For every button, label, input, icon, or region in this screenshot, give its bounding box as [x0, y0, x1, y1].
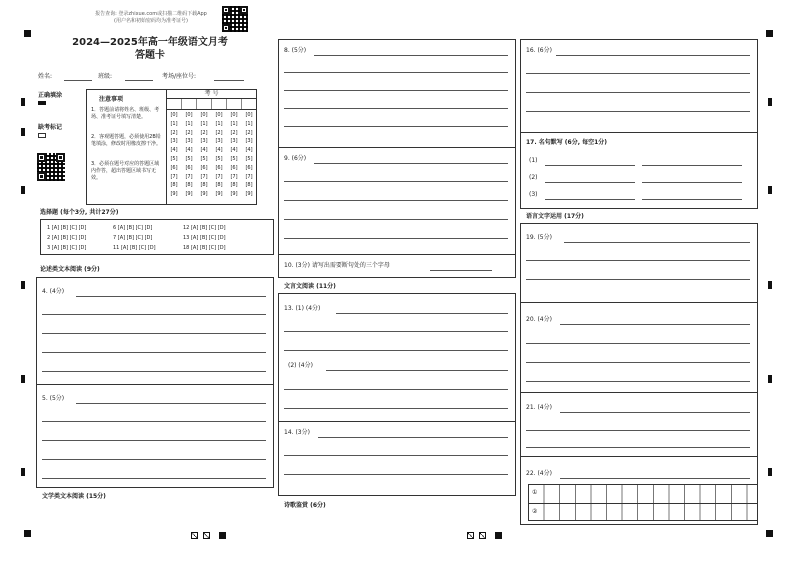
q10-label: 10. (3分) 请写出需要断句处的三个字母 [284, 262, 390, 269]
answer-line[interactable] [526, 260, 750, 261]
answer-line[interactable] [526, 279, 750, 280]
page-check-box [479, 532, 486, 539]
answer-line[interactable] [284, 350, 508, 351]
answer-line[interactable] [526, 430, 750, 431]
notes-and-exam-number-box [86, 89, 257, 205]
q13-1-label: 13. (1) (4分) [284, 305, 321, 312]
answer-line[interactable] [526, 92, 750, 93]
exam-digit-cell [196, 99, 197, 109]
section-title-poetry: 诗歌鉴赏 (6分) [284, 502, 326, 509]
side-mark [21, 281, 25, 289]
exam-digit-column[interactable]: [0] [1] [2] [3] [4] [5] [6] [7] [8] [9] [230, 112, 238, 198]
q22-label: 22. (4分) [526, 470, 552, 477]
answer-line[interactable] [318, 437, 508, 438]
answer-line[interactable] [314, 55, 508, 56]
answer-line[interactable] [564, 242, 750, 243]
qr-finder [222, 6, 230, 14]
answer-line[interactable] [284, 408, 508, 409]
answer-line[interactable] [556, 55, 750, 56]
answer-line[interactable] [42, 440, 266, 441]
name-label: 姓名: [38, 73, 53, 80]
section-title-argument: 论述类文本阅读 (9分) [40, 266, 100, 273]
exam-digit-cell [211, 99, 212, 109]
correct-fill-sample [38, 101, 46, 105]
choice-item[interactable]: 3 [A] [B] [C] [D] [47, 245, 87, 251]
q17-blank[interactable] [642, 199, 742, 200]
exam-digit-cell [241, 99, 242, 109]
side-mark [21, 375, 25, 383]
exam-digit-cell [226, 99, 227, 109]
answer-line[interactable] [526, 111, 750, 112]
answer-line[interactable] [42, 371, 266, 372]
page-title: 2024—2025年高一年级语文月考 [72, 37, 228, 48]
q13-divider [279, 421, 515, 422]
class-label: 班级: [98, 73, 113, 80]
note-item-3: 3．必须在题号对应的答题区域内作答，超出答题区域书写无效。 [91, 161, 160, 181]
answer-line[interactable] [526, 381, 750, 382]
qr-finder [240, 6, 248, 14]
choice-item[interactable]: 11 [A] [B] [C] [D] [113, 245, 156, 251]
exam-number-label: 考 号 [204, 90, 219, 97]
answer-line[interactable] [76, 403, 266, 404]
answer-line[interactable] [526, 447, 750, 448]
q14-label: 14. (3分) [284, 429, 310, 436]
answer-line[interactable] [284, 108, 508, 109]
q17-blank[interactable] [545, 165, 635, 166]
notes-title: 注意事项 [99, 96, 124, 103]
answer-line[interactable] [284, 389, 508, 390]
answer-line[interactable] [284, 72, 508, 73]
choice-item[interactable]: 7 [A] [B] [C] [D] [113, 235, 153, 241]
answer-line[interactable] [336, 313, 508, 314]
answer-line[interactable] [526, 343, 750, 344]
corner-mark-tr [766, 30, 773, 37]
side-mark [768, 468, 772, 476]
correct-fill-label: 正确填涂 [38, 92, 63, 99]
q13-2-label: (2) (4分) [288, 362, 313, 369]
side-mark [768, 186, 772, 194]
bottom-mark [219, 532, 226, 539]
q4-divider [37, 384, 273, 385]
q21-label: 21. (4分) [526, 404, 552, 411]
q22-grid[interactable] [528, 484, 758, 521]
q17-blank[interactable] [642, 165, 742, 166]
q9-label: 9. (6分) [284, 155, 307, 162]
answer-box-col2-top [278, 39, 516, 278]
answer-line[interactable] [284, 238, 508, 239]
choice-row[interactable] [47, 235, 226, 242]
class-field[interactable] [125, 80, 153, 81]
qr-finder [56, 153, 65, 162]
page-check-box [203, 532, 210, 539]
answer-line[interactable] [42, 333, 266, 334]
answer-box-q16-q17 [520, 39, 758, 209]
section-title-literary: 文学类文本阅读 (15分) [42, 493, 106, 500]
answer-line[interactable] [284, 181, 508, 182]
q5-label: 5. (5分) [42, 395, 65, 402]
qr-finder [222, 24, 230, 32]
exam-digit-column[interactable]: [0] [1] [2] [3] [4] [5] [6] [7] [8] [9] [170, 112, 178, 198]
q17-item-2: (2) [529, 174, 538, 181]
choice-item[interactable]: 1 [A] [B] [C] [D] [47, 225, 87, 231]
answer-line[interactable] [560, 478, 750, 479]
q4-label: 4. (4分) [42, 288, 65, 295]
page-subtitle: 答题卡 [135, 50, 165, 61]
q8-divider [279, 147, 515, 148]
side-mark [21, 128, 25, 136]
name-field[interactable] [64, 80, 92, 81]
q20-divider [521, 392, 757, 393]
q17-blank[interactable] [545, 199, 635, 200]
answer-line[interactable] [526, 362, 750, 363]
answer-line[interactable] [76, 296, 266, 297]
q20-label: 20. (4分) [526, 316, 552, 323]
choice-item[interactable]: 13 [A] [B] [C] [D] [183, 235, 226, 241]
exam-number-area [167, 90, 256, 204]
choice-row[interactable] [47, 225, 226, 232]
side-mark [768, 375, 772, 383]
q19-divider [521, 302, 757, 303]
choice-item[interactable]: 12 [A] [B] [C] [D] [183, 225, 226, 231]
qr-finder [37, 172, 46, 181]
q21-divider [521, 456, 757, 457]
answer-box-q19-q22 [520, 223, 758, 525]
answer-line[interactable] [284, 474, 508, 475]
absent-mark-box[interactable] [38, 133, 46, 138]
report-notice [76, 11, 226, 25]
side-mark [21, 186, 25, 194]
choice-row[interactable] [47, 245, 226, 252]
corner-mark-tl [24, 30, 31, 37]
answer-line[interactable] [326, 370, 508, 371]
section-title-language: 语言文字运用 (17分) [526, 213, 584, 220]
section-title-classical: 文言文阅读 (11分) [284, 283, 336, 290]
choice-item[interactable]: 2 [A] [B] [C] [D] [47, 235, 87, 241]
q19-label: 19. (5分) [526, 234, 552, 241]
exam-number-write-row[interactable] [167, 98, 256, 110]
absent-mark-label: 缺考标记 [38, 124, 63, 131]
q22-row-2-label: ② [532, 508, 538, 515]
side-mark [21, 468, 25, 476]
answer-box-col2-bottom [278, 293, 516, 496]
side-mark [768, 281, 772, 289]
note-item-2: 2．客观题答题，必须使用2B铅笔填涂，修改时用橡皮擦干净。 [91, 134, 162, 147]
q17-item-1: (1) [529, 157, 538, 164]
bottom-mark [495, 532, 502, 539]
answer-line[interactable] [526, 73, 750, 74]
choice-item[interactable]: 18 [A] [B] [C] [D] [183, 245, 226, 251]
answer-line[interactable] [42, 421, 266, 422]
q16-divider [521, 132, 757, 133]
side-mark [768, 98, 772, 106]
exam-digit-cell [181, 99, 182, 109]
answer-box-col1 [36, 277, 274, 488]
page-check-box [467, 532, 474, 539]
q8-label: 8. (5分) [284, 47, 307, 54]
side-mark [21, 98, 25, 106]
exam-digit-column[interactable]: [0] [1] [2] [3] [4] [5] [6] [7] [8] [9] [245, 112, 253, 198]
q17-blank[interactable] [642, 182, 742, 183]
note-item-1: 1．答题前请将姓名、班级、考场、准考证号填写清楚。 [91, 107, 160, 120]
answer-line[interactable] [560, 324, 750, 325]
answer-line[interactable] [42, 352, 266, 353]
room-seat-field[interactable] [214, 80, 244, 81]
answer-line[interactable] [42, 314, 266, 315]
corner-mark-br [766, 530, 773, 537]
answer-line[interactable] [284, 455, 508, 456]
page-check-box [191, 532, 198, 539]
choice-item[interactable]: 6 [A] [B] [C] [D] [113, 225, 153, 231]
corner-mark-bl [24, 530, 31, 537]
choice-section-title: 选择题 (每个3分, 共计27分) [40, 209, 119, 216]
room-seat-label: 考场/座位号: [162, 73, 197, 80]
answer-line[interactable] [314, 163, 508, 164]
answer-line[interactable] [42, 459, 266, 460]
report-notice-line2: (用户名和初始密码均为准考证号) [114, 18, 188, 24]
exam-digit-column[interactable]: [0] [1] [2] [3] [4] [5] [6] [7] [8] [9] [200, 112, 208, 198]
q9-divider [279, 254, 515, 255]
answer-line[interactable] [42, 478, 266, 479]
answer-line[interactable] [560, 412, 750, 413]
q17-label: 17. 名句默写 (6分, 每空1分) [526, 139, 608, 146]
q10-answer-line[interactable] [430, 270, 492, 271]
report-notice-line1: 报告查询: 登录zhixue.com或扫描二维码下载App [95, 11, 207, 17]
q17-item-3: (3) [529, 191, 538, 198]
choice-answer-box [40, 219, 274, 255]
answer-line[interactable] [284, 200, 508, 201]
exam-digit-column[interactable]: [0] [1] [2] [3] [4] [5] [6] [7] [8] [9] [215, 112, 223, 198]
q17-blank[interactable] [545, 182, 635, 183]
answer-line[interactable] [284, 90, 508, 91]
exam-digit-column[interactable]: [0] [1] [2] [3] [4] [5] [6] [7] [8] [9] [185, 112, 193, 198]
q22-row-1-label: ① [532, 489, 538, 496]
answer-line[interactable] [284, 219, 508, 220]
q16-label: 16. (6分) [526, 47, 552, 54]
answer-line[interactable] [284, 126, 508, 127]
qr-finder [37, 153, 46, 162]
answer-line[interactable] [284, 331, 508, 332]
